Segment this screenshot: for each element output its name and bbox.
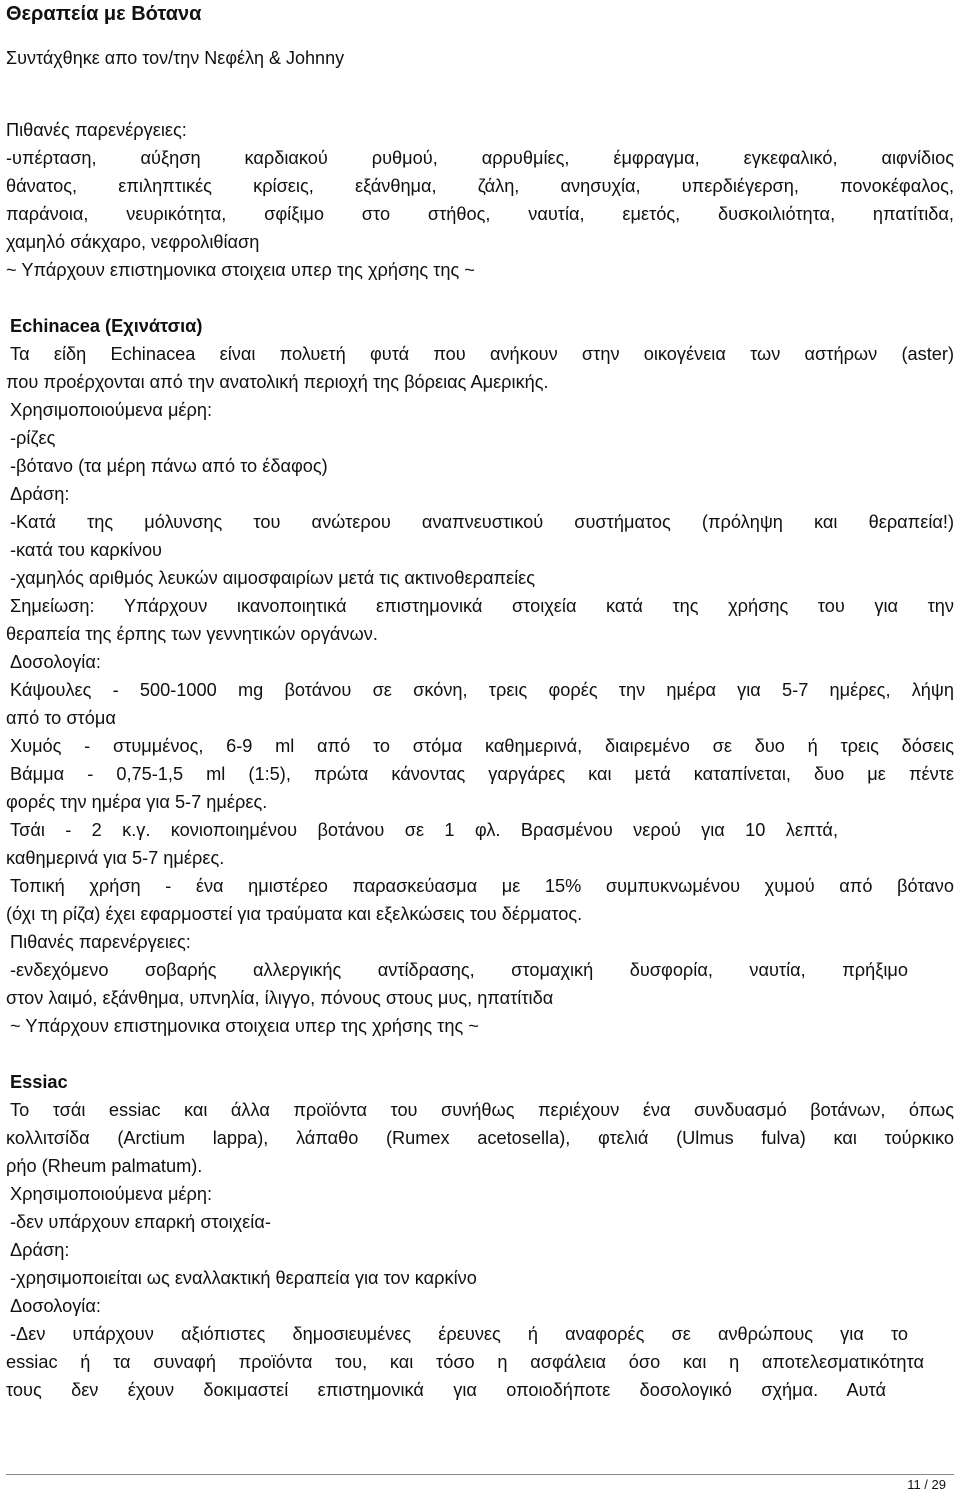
evidence-note: ~ Υπάρχουν επιστημονικα στοιχεια υπερ της χρήσης της ~ xyxy=(6,260,475,280)
body-line: χαμηλό σάκχαρο, νεφρολιθίαση xyxy=(6,232,260,252)
body-line: παράνοια, νευρικότητα, σφίξιμο στο στήθος, ναυτία, εμετός, δυσκοιλιότητα, ηπατίτιδα, xyxy=(6,204,954,224)
body-line: ρήο (Rheum palmatum). xyxy=(6,1156,203,1176)
body-line: -δεν υπάρχουν επαρκή στοιχεία- xyxy=(10,1212,271,1232)
footer-divider xyxy=(6,1474,954,1475)
body-line: Το τσάι essiac και άλλα προϊόντα του συνήθως περιέχουν ένα συνδυασμό βοτάνων, όπως xyxy=(10,1100,954,1120)
side-effects-heading: Πιθανές παρενέργειες: xyxy=(6,120,187,140)
action-heading: Δράση: xyxy=(10,1240,70,1260)
body-line: καθημερινά για 5-7 ημέρες. xyxy=(6,848,225,868)
body-line: essiac ή τα συναφή προϊόντα του, και τόσο η ασφάλεια όσο και η αποτελεσματικότητα xyxy=(6,1352,924,1372)
dosage-heading: Δοσολογία: xyxy=(10,1296,101,1316)
body-line: φορές την ημέρα για 5-7 ημέρες. xyxy=(6,792,268,812)
body-line: Σημείωση: Υπάρχουν ικανοποιητικά επιστημονικά στοιχεία κατά της χρήσης του για την xyxy=(10,596,954,616)
body-line: που προέρχονται από την ανατολική περιοχή της βόρειας Αμερικής. xyxy=(6,372,549,392)
body-line: Τοπική χρήση - ένα ημιστέρεο παρασκεύασμα με 15% συμπυκνωμένου χυμού από βότανο xyxy=(10,876,954,896)
body-line: τους δεν έχουν δοκιμαστεί επιστημονικά για οποιοδήποτε δοσολογικό σχήμα. Αυτά xyxy=(6,1380,886,1400)
document-title: Θεραπεία με Βότανα xyxy=(6,3,202,25)
body-line: Τσάι - 2 κ.γ. κονιοποιημένου βοτάνου σε 1 φλ. Βρασμένου νερού για 10 λεπτά, xyxy=(10,820,838,840)
body-line: Χυμός - στυμμένος, 6-9 ml από το στόμα καθημερινά, διαιρεμένο σε δυο ή τρεις δόσεις xyxy=(10,736,954,756)
body-line: -Κατά της μόλυνσης του ανώτερου αναπνευστικού συστήματος (πρόληψη και θεραπεία!) xyxy=(10,512,954,532)
section-heading-echinacea: Echinacea (Εχινάτσια) xyxy=(10,316,203,336)
body-line: -βότανο (τα μέρη πάνω από το έδαφος) xyxy=(10,456,328,476)
dosage-heading: Δοσολογία: xyxy=(10,652,101,672)
body-line: -χαμηλός αριθμός λευκών αιμοσφαιρίων μετά τις ακτινοθεραπείες xyxy=(10,568,536,588)
body-line: θάνατος, επιληπτικές κρίσεις, εξάνθημα, ζάλη, ανησυχία, υπερδιέγερση, πονοκέφαλος, xyxy=(6,176,954,196)
parts-used-heading: Χρησιμοποιούμενα μέρη: xyxy=(10,400,213,420)
action-heading: Δράση: xyxy=(10,484,70,504)
parts-used-heading: Χρησιμοποιούμενα μέρη: xyxy=(10,1184,213,1204)
body-line: Βάμμα - 0,75-1,5 ml (1:5), πρώτα κάνοντας γαργάρες και μετά καταπίνεται, δυο με πέντε xyxy=(10,764,954,784)
side-effects-heading: Πιθανές παρενέργειες: xyxy=(10,932,191,952)
body-line: -Δεν υπάρχουν αξιόπιστες δημοσιευμένες έρευνες ή αναφορές σε ανθρώπους για το xyxy=(10,1324,908,1344)
evidence-note: ~ Υπάρχουν επιστημονικα στοιχεια υπερ της χρήσης της ~ xyxy=(10,1016,479,1036)
body-line: -χρησιμοποιείται ως εναλλακτική θεραπεία για τον καρκίνο xyxy=(10,1268,477,1288)
section-heading-essiac: Essiac xyxy=(10,1072,68,1092)
body-line: (όχι τη ρίζα) έχει εφαρμοστεί για τραύματα και εξελκώσεις του δέρματος. xyxy=(6,904,583,924)
body-line: -υπέρταση, αύξηση καρδιακού ρυθμού, αρρυθμίες, έμφραγμα, εγκεφαλικό, αιφνίδιος xyxy=(6,148,954,168)
body-line: από το στόμα xyxy=(6,708,116,728)
body-line: -ρίζες xyxy=(10,428,56,448)
body-line: -ενδεχόμενο σοβαρής αλλεργικής αντίδρασης, στομαχική δυσφορία, ναυτία, πρήξιμο xyxy=(10,960,908,980)
body-line: Κάψουλες - 500-1000 mg βοτάνου σε σκόνη, τρεις φορές την ημέρα για 5-7 ημέρες, λήψη xyxy=(10,680,954,700)
document-subtitle: Συντάχθηκε απο τον/την Νεφέλη & Johnny xyxy=(6,48,345,68)
body-line: θεραπεία της έρπης των γεννητικών οργάνων. xyxy=(6,624,378,644)
body-line: κολλιτσίδα (Arctium lappa), λάπαθο (Rumex acetosella), φτελιά (Ulmus fulva) και τούρκικο xyxy=(6,1128,954,1148)
body-line: -κατά του καρκίνου xyxy=(10,540,162,560)
body-line: Τα είδη Echinacea είναι πολυετή φυτά που ανήκουν στην οικογένεια των αστήρων (aster) xyxy=(10,344,954,364)
body-line: στον λαιμό, εξάνθημα, υπνηλία, ίλιγγο, πόνους στους μυς, ηπατίτιδα xyxy=(6,988,554,1008)
page-number: 11 / 29 xyxy=(907,1477,946,1492)
